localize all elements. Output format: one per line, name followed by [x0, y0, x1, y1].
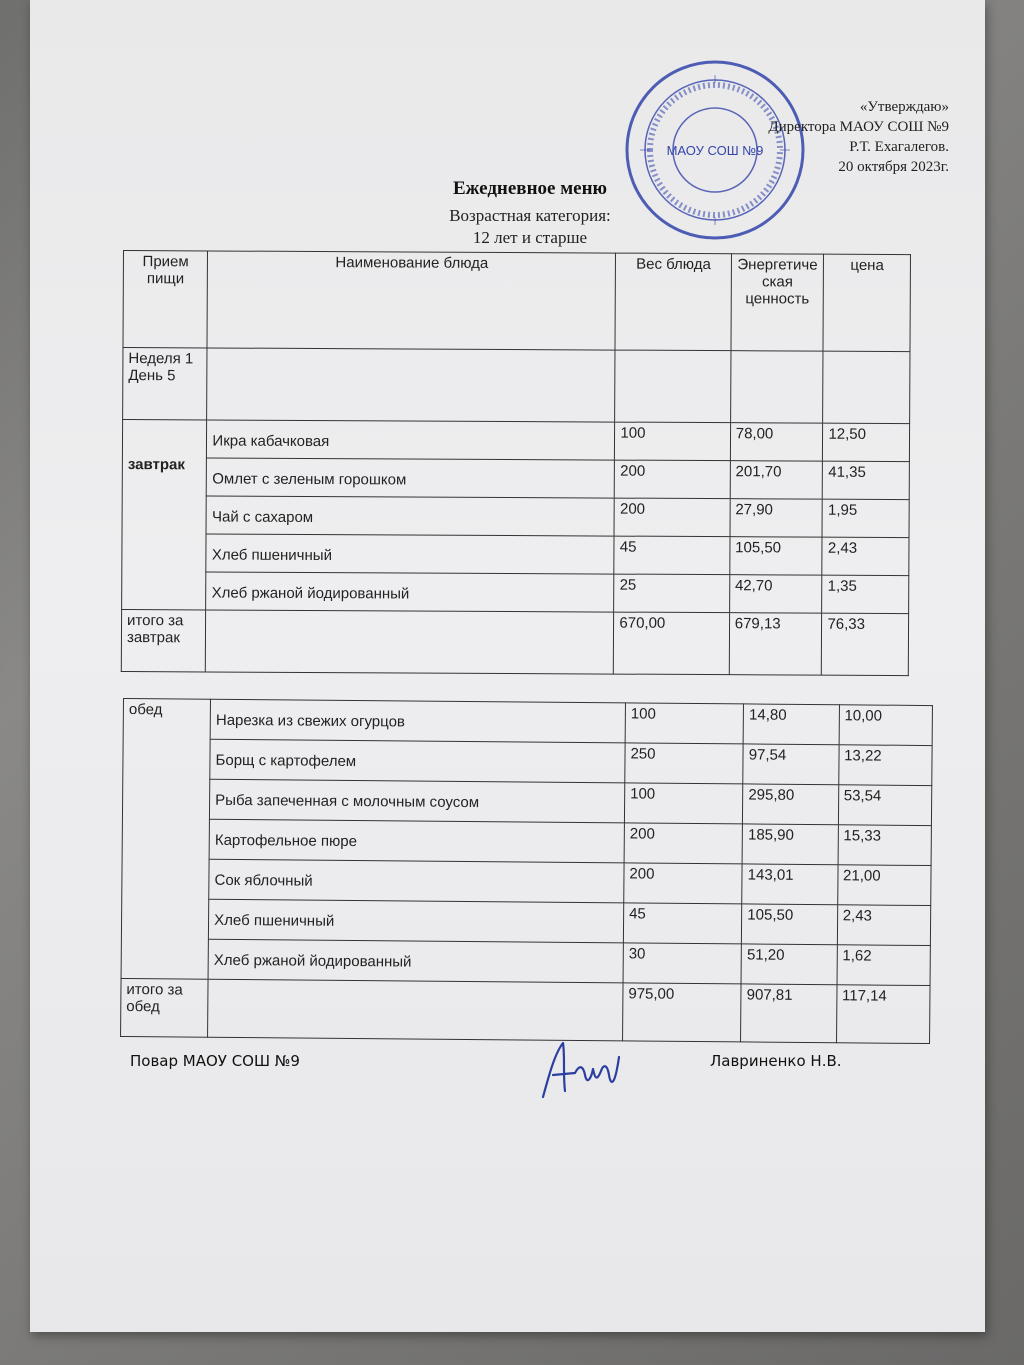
table-row	[122, 420, 909, 462]
total-row-breakfast	[121, 609, 908, 675]
meal-cell-breakfast: завтрак	[122, 420, 207, 610]
header-dish-name: Наименование блюда	[207, 251, 615, 350]
footer-cook-label: Повар МАОУ СОШ №9	[130, 1052, 300, 1070]
dish-name: Икра кабачковая	[207, 420, 615, 460]
dish-name: Омлет с зеленым горошком	[207, 458, 615, 498]
dish-energy: 42,70	[729, 575, 822, 613]
dish-weight: 100	[624, 783, 743, 824]
total-weight: 975,00	[622, 983, 741, 1042]
meal-cell-lunch: обед	[121, 699, 211, 980]
dish-name: Чай с сахаром	[206, 496, 614, 536]
header-price: цена	[823, 254, 910, 351]
dish-weight: 200	[624, 863, 743, 904]
dish-price: 21,00	[837, 865, 931, 906]
dish-price: 1,35	[822, 575, 909, 613]
dish-weight: 25	[614, 574, 730, 613]
dish-price: 15,33	[838, 825, 932, 866]
breakfast-table	[121, 250, 911, 676]
dish-name: Хлеб ржаной йодированный	[208, 939, 623, 983]
dish-energy: 14,80	[743, 704, 839, 745]
dish-energy: 51,20	[741, 944, 837, 985]
dish-energy: 27,90	[730, 499, 823, 537]
approval-line-3: Р.Т. Ехагалегов.	[849, 139, 949, 155]
page-title: Ежедневное меню	[452, 178, 608, 199]
dish-energy: 105,50	[730, 537, 823, 575]
table-header-row	[123, 251, 910, 352]
footer-cook-name: Лавриненко Н.В.	[710, 1052, 842, 1070]
dish-name: Хлеб ржаной йодированный	[206, 572, 614, 612]
dish-weight: 100	[625, 703, 744, 744]
approval-block	[768, 97, 949, 177]
dish-name: Борщ с картофелем	[210, 739, 625, 783]
dish-price: 1,95	[822, 499, 909, 537]
total-price: 117,14	[836, 985, 930, 1044]
dish-energy: 97,54	[743, 744, 839, 785]
approval-line-1: «Утверждаю»	[859, 99, 949, 115]
dish-energy: 201,70	[730, 461, 823, 499]
dish-price: 53,54	[838, 785, 932, 826]
table-row	[121, 938, 930, 985]
dish-name: Картофельное пюре	[209, 819, 624, 863]
table-row	[122, 457, 909, 499]
total-energy: 679,13	[729, 613, 822, 675]
table-row	[123, 739, 932, 786]
table-row	[122, 533, 909, 575]
header-weight: Вес блюда	[615, 253, 731, 351]
approval-line-2: Директора МАОУ СОШ №9	[768, 119, 949, 135]
table-row	[122, 858, 931, 905]
dish-energy: 78,00	[730, 423, 823, 461]
table-row	[122, 779, 931, 826]
dish-name: Рыба запеченная с молочным соусом	[210, 779, 625, 823]
age-category-label: Возрастная категория:	[449, 206, 611, 225]
dish-weight: 200	[624, 823, 743, 864]
dish-price: 2,43	[837, 905, 931, 946]
lunch-table	[120, 698, 933, 1044]
total-label: итого за завтрак	[121, 609, 206, 671]
dish-energy: 185,90	[742, 824, 838, 865]
dish-name: Сок яблочный	[209, 859, 624, 903]
stamp-text: МАОУ СОШ №9	[666, 143, 764, 158]
week-day-row	[123, 348, 910, 424]
dish-weight: 200	[615, 460, 731, 499]
dish-energy: 143,01	[742, 864, 838, 905]
dish-weight: 250	[625, 743, 744, 784]
header-energy: Энергетическая ценность	[731, 254, 824, 351]
dish-price: 1,62	[837, 945, 931, 986]
dish-name: Хлеб пшеничный	[209, 899, 624, 943]
total-label: итого за обед	[121, 978, 209, 1037]
table-row	[122, 495, 909, 537]
dish-weight: 100	[615, 422, 731, 461]
header-meal: Прием пищи	[123, 251, 208, 348]
dish-energy: 105,50	[742, 904, 838, 945]
dish-weight: 45	[623, 903, 742, 944]
dish-price: 13,22	[838, 745, 932, 786]
total-weight: 670,00	[614, 612, 730, 675]
dish-weight: 200	[614, 498, 730, 537]
table-row	[123, 699, 932, 746]
dish-energy: 295,80	[743, 784, 839, 825]
approval-line-4: 20 октября 2023г.	[838, 159, 949, 175]
dish-price: 12,50	[823, 423, 910, 461]
dish-price: 41,35	[823, 461, 910, 499]
table-row	[121, 898, 930, 945]
table-row	[122, 818, 931, 865]
dish-weight: 30	[623, 943, 742, 984]
total-row-lunch	[121, 978, 930, 1043]
age-category-value: 12 лет и старше	[472, 228, 588, 247]
total-price: 76,33	[822, 613, 909, 675]
dish-price: 10,00	[839, 705, 933, 746]
table-row	[122, 571, 909, 613]
dish-name: Нарезка из свежих огурцов	[210, 699, 625, 743]
signature-icon	[535, 1035, 625, 1105]
week-day-cell: Неделя 1 День 5	[123, 348, 208, 420]
dish-price: 2,43	[822, 537, 909, 575]
total-energy: 907,81	[741, 984, 837, 1043]
dish-weight: 45	[614, 536, 730, 575]
dish-name: Хлеб пшеничный	[206, 534, 614, 574]
